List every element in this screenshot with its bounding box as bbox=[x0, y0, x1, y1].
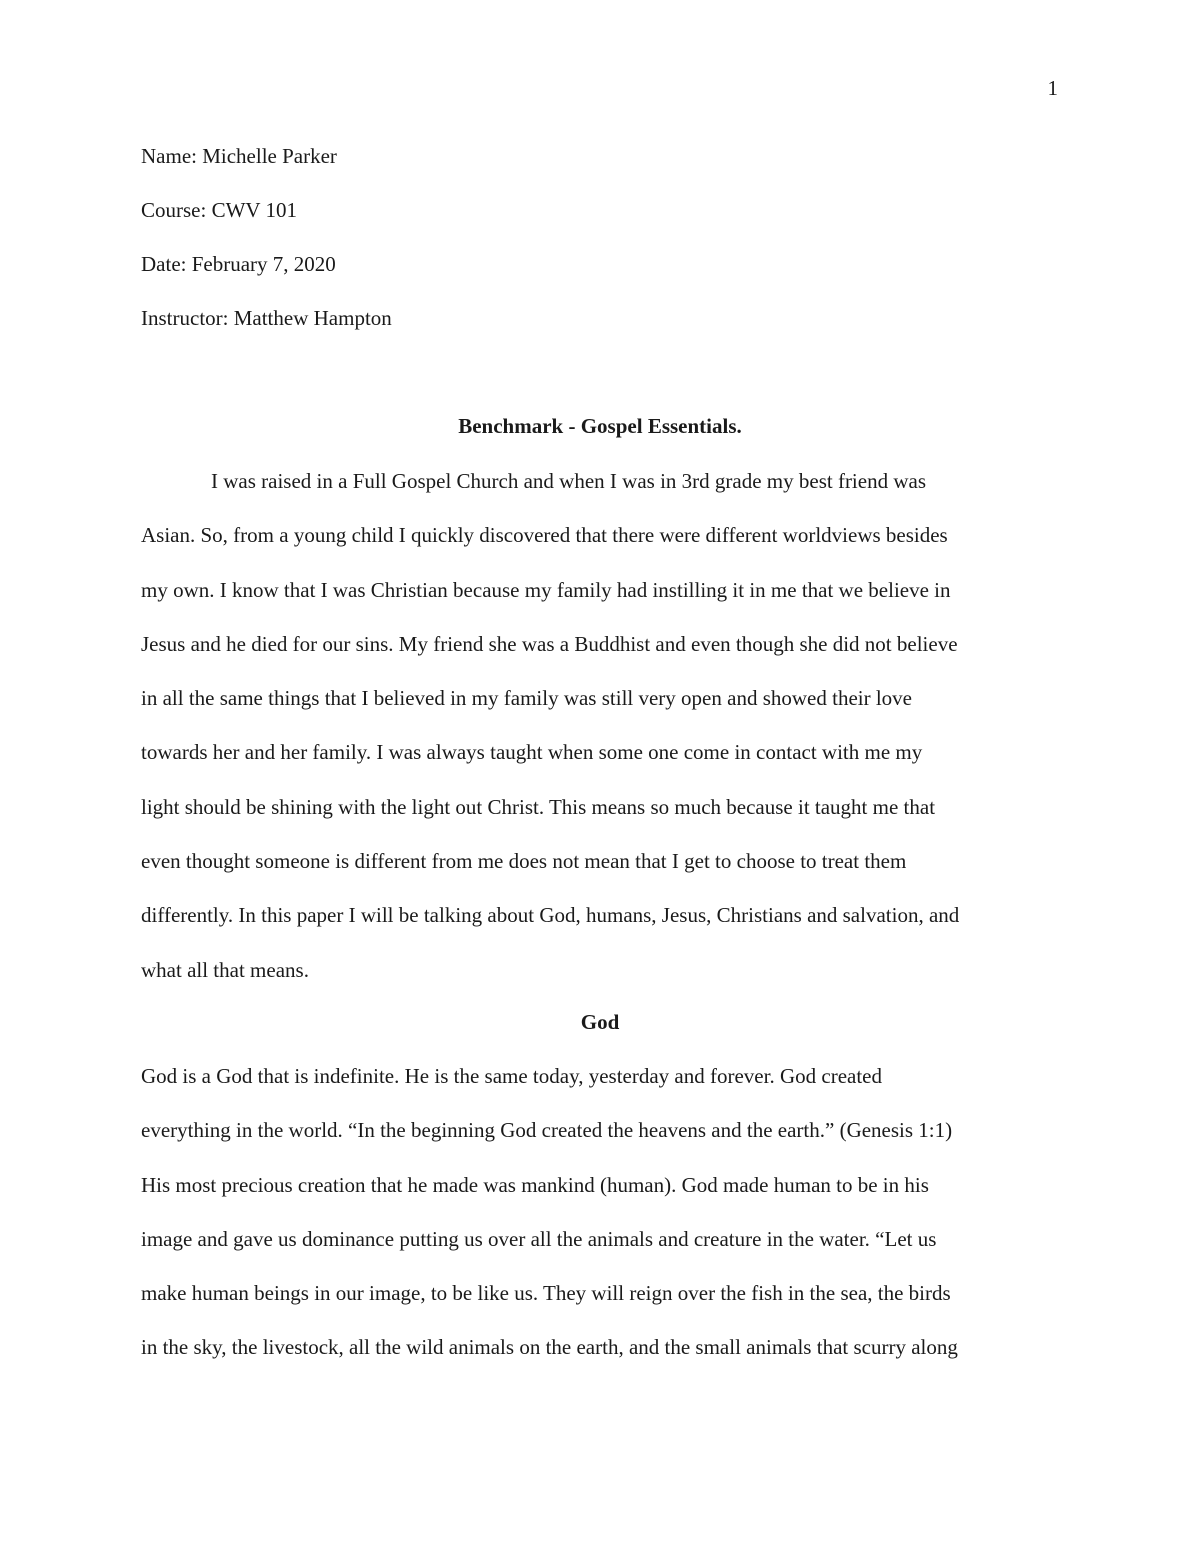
section-heading-god: God bbox=[580, 1010, 620, 1034]
student-name: Name: Michelle Parker bbox=[141, 144, 337, 168]
god-line: His most precious creation that he made was mankind (human). God made human to be in his bbox=[141, 1172, 929, 1197]
god-line: image and gave us dominance putting us over all the animals and creature in the water. “Let us bbox=[141, 1226, 937, 1251]
god-line: God is a God that is indefinite. He is the same today, yesterday and forever. God created bbox=[141, 1064, 882, 1088]
submission-date: Date: February 7, 2020 bbox=[141, 252, 336, 276]
intro-line: I was raised in a Full Gospel Church and when I was in 3rd grade my best friend was bbox=[211, 469, 926, 493]
intro-line: Jesus and he died for our sins. My friend she was a Buddhist and even though she did not believe bbox=[141, 631, 958, 656]
intro-line: what all that means. bbox=[141, 957, 309, 982]
intro-line: towards her and her family. I was always taught when some one come in contact with me my bbox=[141, 740, 923, 765]
intro-line: even thought someone is different from me does not mean that I get to choose to treat them bbox=[141, 849, 907, 874]
page-number: 1 bbox=[1047, 76, 1058, 100]
intro-line: light should be shining with the light out Christ. This means so much because it taught me that bbox=[141, 794, 936, 819]
intro-line: in all the same things that I believed in my family was still very open and showed their love bbox=[141, 686, 912, 711]
student-info-block bbox=[141, 142, 1061, 358]
god-paragraph bbox=[141, 1062, 1059, 1388]
god-line: make human beings in our image, to be like us. They will reign over the fish in the sea, the birds bbox=[141, 1281, 951, 1306]
instructor-name: Instructor: Matthew Hampton bbox=[141, 306, 392, 330]
course-name: Course: CWV 101 bbox=[141, 198, 297, 222]
intro-paragraph bbox=[141, 467, 1059, 1010]
god-line: in the sky, the livestock, all the wild animals on the earth, and the small animals that scurry along bbox=[141, 1335, 958, 1360]
intro-line: Asian. So, from a young child I quickly discovered that there were different worldviews besides bbox=[141, 523, 948, 548]
god-line: everything in the world. “In the beginning God created the heavens and the earth.” (Genesis 1:1) bbox=[141, 1118, 953, 1143]
intro-line: differently. In this paper I will be talking about God, humans, Jesus, Christians and salvation, and bbox=[141, 903, 960, 928]
document-title: Benchmark - Gospel Essentials. bbox=[458, 414, 742, 438]
intro-line: my own. I know that I was Christian because my family had instilling it in me that we believe in bbox=[141, 577, 951, 602]
